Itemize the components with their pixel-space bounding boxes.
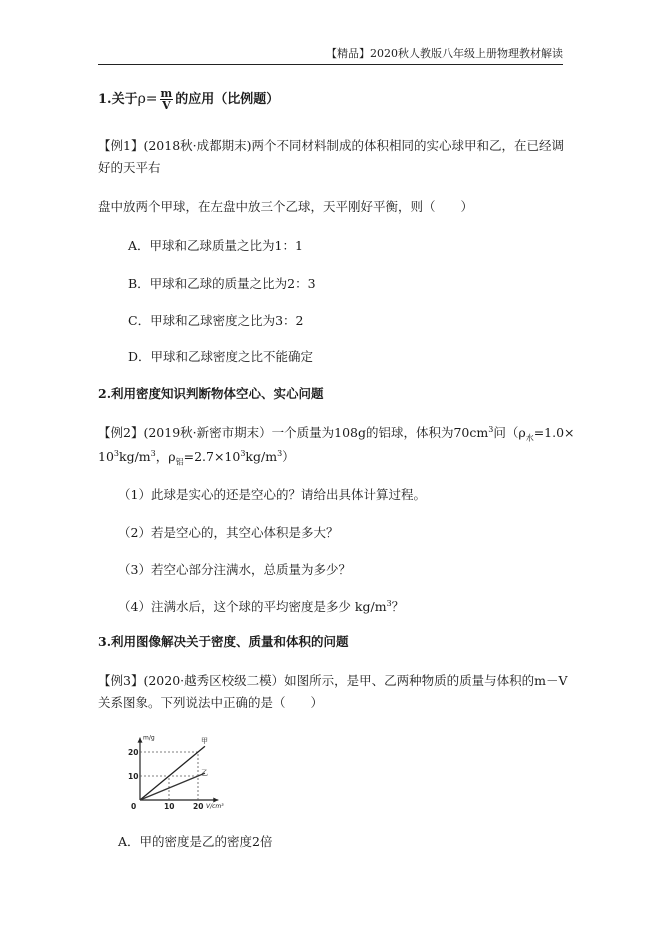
example-3-option-a: A．甲的密度是乙的密度2倍 — [118, 834, 273, 849]
y-tick-label: 20 — [128, 748, 139, 757]
page-header: 【精品】2020秋人教版八年级上册物理教材解读 — [98, 44, 563, 65]
x-axis-label: V/cm³ — [206, 803, 224, 810]
rho-symbol: ρ= — [137, 91, 158, 107]
example-3-line-1: 【例3】(2020·越秀区校级二模）如图所示，是甲、乙两种物质的质量与体积的m－V — [98, 673, 568, 688]
section-1-prefix: 1.关于 — [98, 92, 138, 107]
fraction-denominator: V — [162, 99, 171, 112]
close-paren: ） — [282, 449, 295, 464]
series-line-2 — [140, 773, 205, 800]
question-4 — [118, 598, 588, 616]
option-b: B．甲球和乙球的质量之比为2：3 — [128, 276, 316, 291]
fraction-numerator: m — [160, 87, 173, 100]
series-label-2: 乙 — [200, 769, 208, 778]
example-1-line-2: 好的天平右 — [98, 160, 161, 175]
question-4-text: （4）注满水后，这个球的平均密度是多少 kg/m — [118, 599, 387, 614]
y-axis-arrow — [138, 738, 143, 743]
exp-base: 10 — [98, 449, 114, 464]
example-2-text-e: =1.0× — [533, 425, 575, 440]
series-line-1 — [140, 746, 205, 800]
x-axis-arrow — [213, 798, 218, 803]
y-axis-label: m/g — [143, 734, 155, 742]
origin-label: 0 — [131, 802, 137, 810]
series-label-1: 甲 — [200, 737, 208, 746]
rho-text: ，ρ — [155, 449, 176, 464]
density-fraction — [160, 88, 174, 111]
example-1-line-3: 盘中放两个甲球，在左盘中放三个乙球，天平刚好平衡，则（ ） — [98, 199, 474, 214]
example-2-line-1 — [98, 424, 575, 443]
section-2-title: 2.利用密度知识判断物体空心、实心问题 — [98, 386, 324, 401]
option-d: D．甲球和乙球密度之比不能确定 — [128, 349, 314, 364]
question-3: （3）若空心部分注满水，总质量为多少？ — [118, 562, 351, 577]
example-2-line-2 — [98, 448, 568, 466]
example-2-text-a: 【例2】(2019秋·新密市期末）一个质量为108g的铝球，体积为70cm — [98, 425, 489, 440]
superscript: 3 — [386, 598, 392, 608]
option-c: C．甲球和乙球密度之比为3：2 — [128, 313, 304, 328]
subscript-aluminum: 铝 — [175, 457, 184, 467]
section-3-title: 3.利用图像解决关于密度、质量和体积的问题 — [98, 634, 349, 649]
question-mark: ？ — [391, 599, 405, 614]
x-tick-label: 20 — [193, 802, 204, 810]
m-v-graph — [118, 730, 268, 810]
superscript: 3 — [277, 448, 283, 458]
unit-text: kg/m — [245, 449, 278, 464]
superscript: 3 — [240, 448, 246, 458]
section-1-suffix: 的应用（比例题） — [175, 92, 280, 107]
superscript: 3 — [113, 448, 119, 458]
example-3-line-2: 关系图象。下列说法中正确的是（ ） — [98, 695, 324, 710]
value-text: =2.7×10 — [183, 449, 241, 464]
y-tick-label: 10 — [128, 772, 139, 781]
unit-text: kg/m — [119, 449, 151, 464]
question-1: （1）此球是实心的还是空心的？请给出具体计算过程。 — [118, 487, 426, 502]
subscript-water: 水 — [525, 433, 534, 443]
x-tick-label: 10 — [164, 802, 175, 810]
example-2-text-c: 问（ρ — [493, 425, 526, 440]
superscript: 3 — [150, 448, 156, 458]
question-2: （2）若是空心的，其空心体积是多大？ — [118, 525, 339, 540]
section-1-title — [98, 86, 568, 113]
example-1-line-1: 【例1】(2018秋·成都期末)两个不同材料制成的体积相同的实心球甲和乙，在已经调 — [98, 138, 564, 153]
superscript: 3 — [488, 424, 494, 434]
option-a: A．甲球和乙球质量之比为1：1 — [128, 238, 303, 253]
